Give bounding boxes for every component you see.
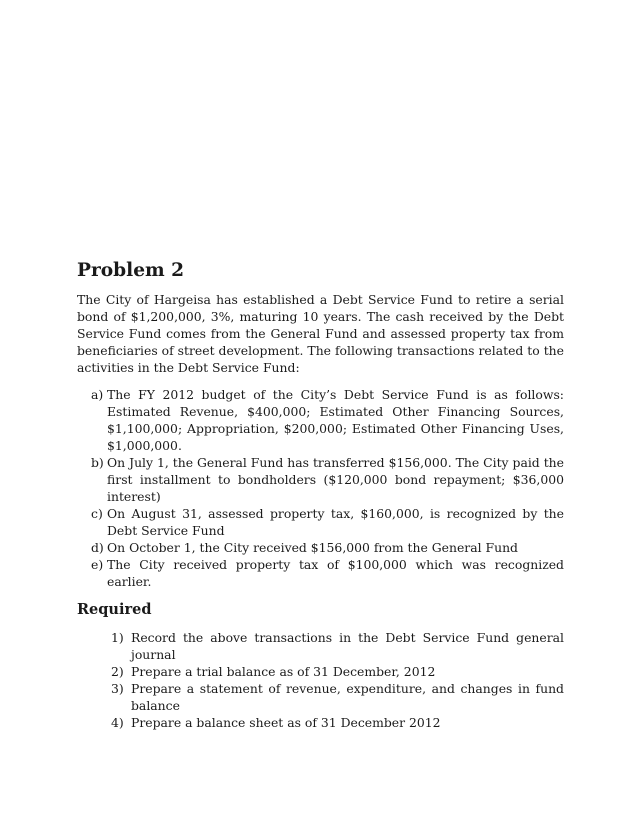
list-item-text: The FY 2012 budget of the City’s Debt Service Fund is as follows: Estimated Revenue, $400,000; Estimated Other Financing Sources, $1,100,000; Appropriation, $200,000; Estimated Other Financing Uses, $1,000,000. bbox=[107, 387, 564, 453]
list-item bbox=[77, 714, 564, 731]
list-item-text: Prepare a balance sheet as of 31 December 2012 bbox=[131, 715, 441, 730]
list-marker: c) bbox=[91, 506, 103, 521]
transactions-list bbox=[77, 386, 564, 590]
required-heading: Required bbox=[77, 601, 152, 618]
list-item-text: Prepare a trial balance as of 31 December, 2012 bbox=[131, 664, 436, 679]
list-item-text: Record the above transactions in the Debt Service Fund general journal bbox=[131, 630, 564, 662]
list-marker: 4) bbox=[111, 715, 124, 730]
list-marker: e) bbox=[91, 557, 104, 572]
list-item-text: On October 1, the City received $156,000 from the General Fund bbox=[107, 540, 518, 555]
intro-paragraph: The City of Hargeisa has established a Debt Service Fund to retire a serial bond of $1,200,000, 3%, maturing 10 years. The cash received by the Debt Service Fund comes from the General Fund and assessed property tax from beneficiaries of street development. The following transactions related to the activities in the Debt Service Fund: bbox=[77, 292, 564, 375]
list-item bbox=[77, 556, 564, 590]
document-page bbox=[77, 262, 564, 731]
list-marker: a) bbox=[91, 387, 104, 402]
list-item bbox=[77, 505, 564, 539]
list-item bbox=[77, 680, 564, 714]
list-item bbox=[77, 454, 564, 505]
list-item bbox=[77, 539, 564, 556]
list-item-text: Prepare a statement of revenue, expenditure, and changes in fund balance bbox=[131, 681, 564, 713]
list-marker: b) bbox=[91, 455, 104, 470]
list-marker: 2) bbox=[111, 664, 124, 679]
list-item-text: On July 1, the General Fund has transferred $156,000. The City paid the first installment to bondholders ($120,000 bond repayment; $36,000 interest) bbox=[107, 455, 564, 504]
list-marker: 3) bbox=[111, 681, 124, 696]
problem-heading: Problem 2 bbox=[77, 260, 185, 281]
list-marker: d) bbox=[91, 540, 104, 555]
list-item bbox=[77, 629, 564, 663]
list-item bbox=[77, 386, 564, 454]
list-marker: 1) bbox=[111, 630, 124, 645]
required-list bbox=[77, 629, 564, 731]
list-item-text: On August 31, assessed property tax, $160,000, is recognized by the Debt Service Fund bbox=[107, 506, 564, 538]
list-item bbox=[77, 663, 564, 680]
list-item-text: The City received property tax of $100,000 which was recognized earlier. bbox=[107, 557, 564, 589]
